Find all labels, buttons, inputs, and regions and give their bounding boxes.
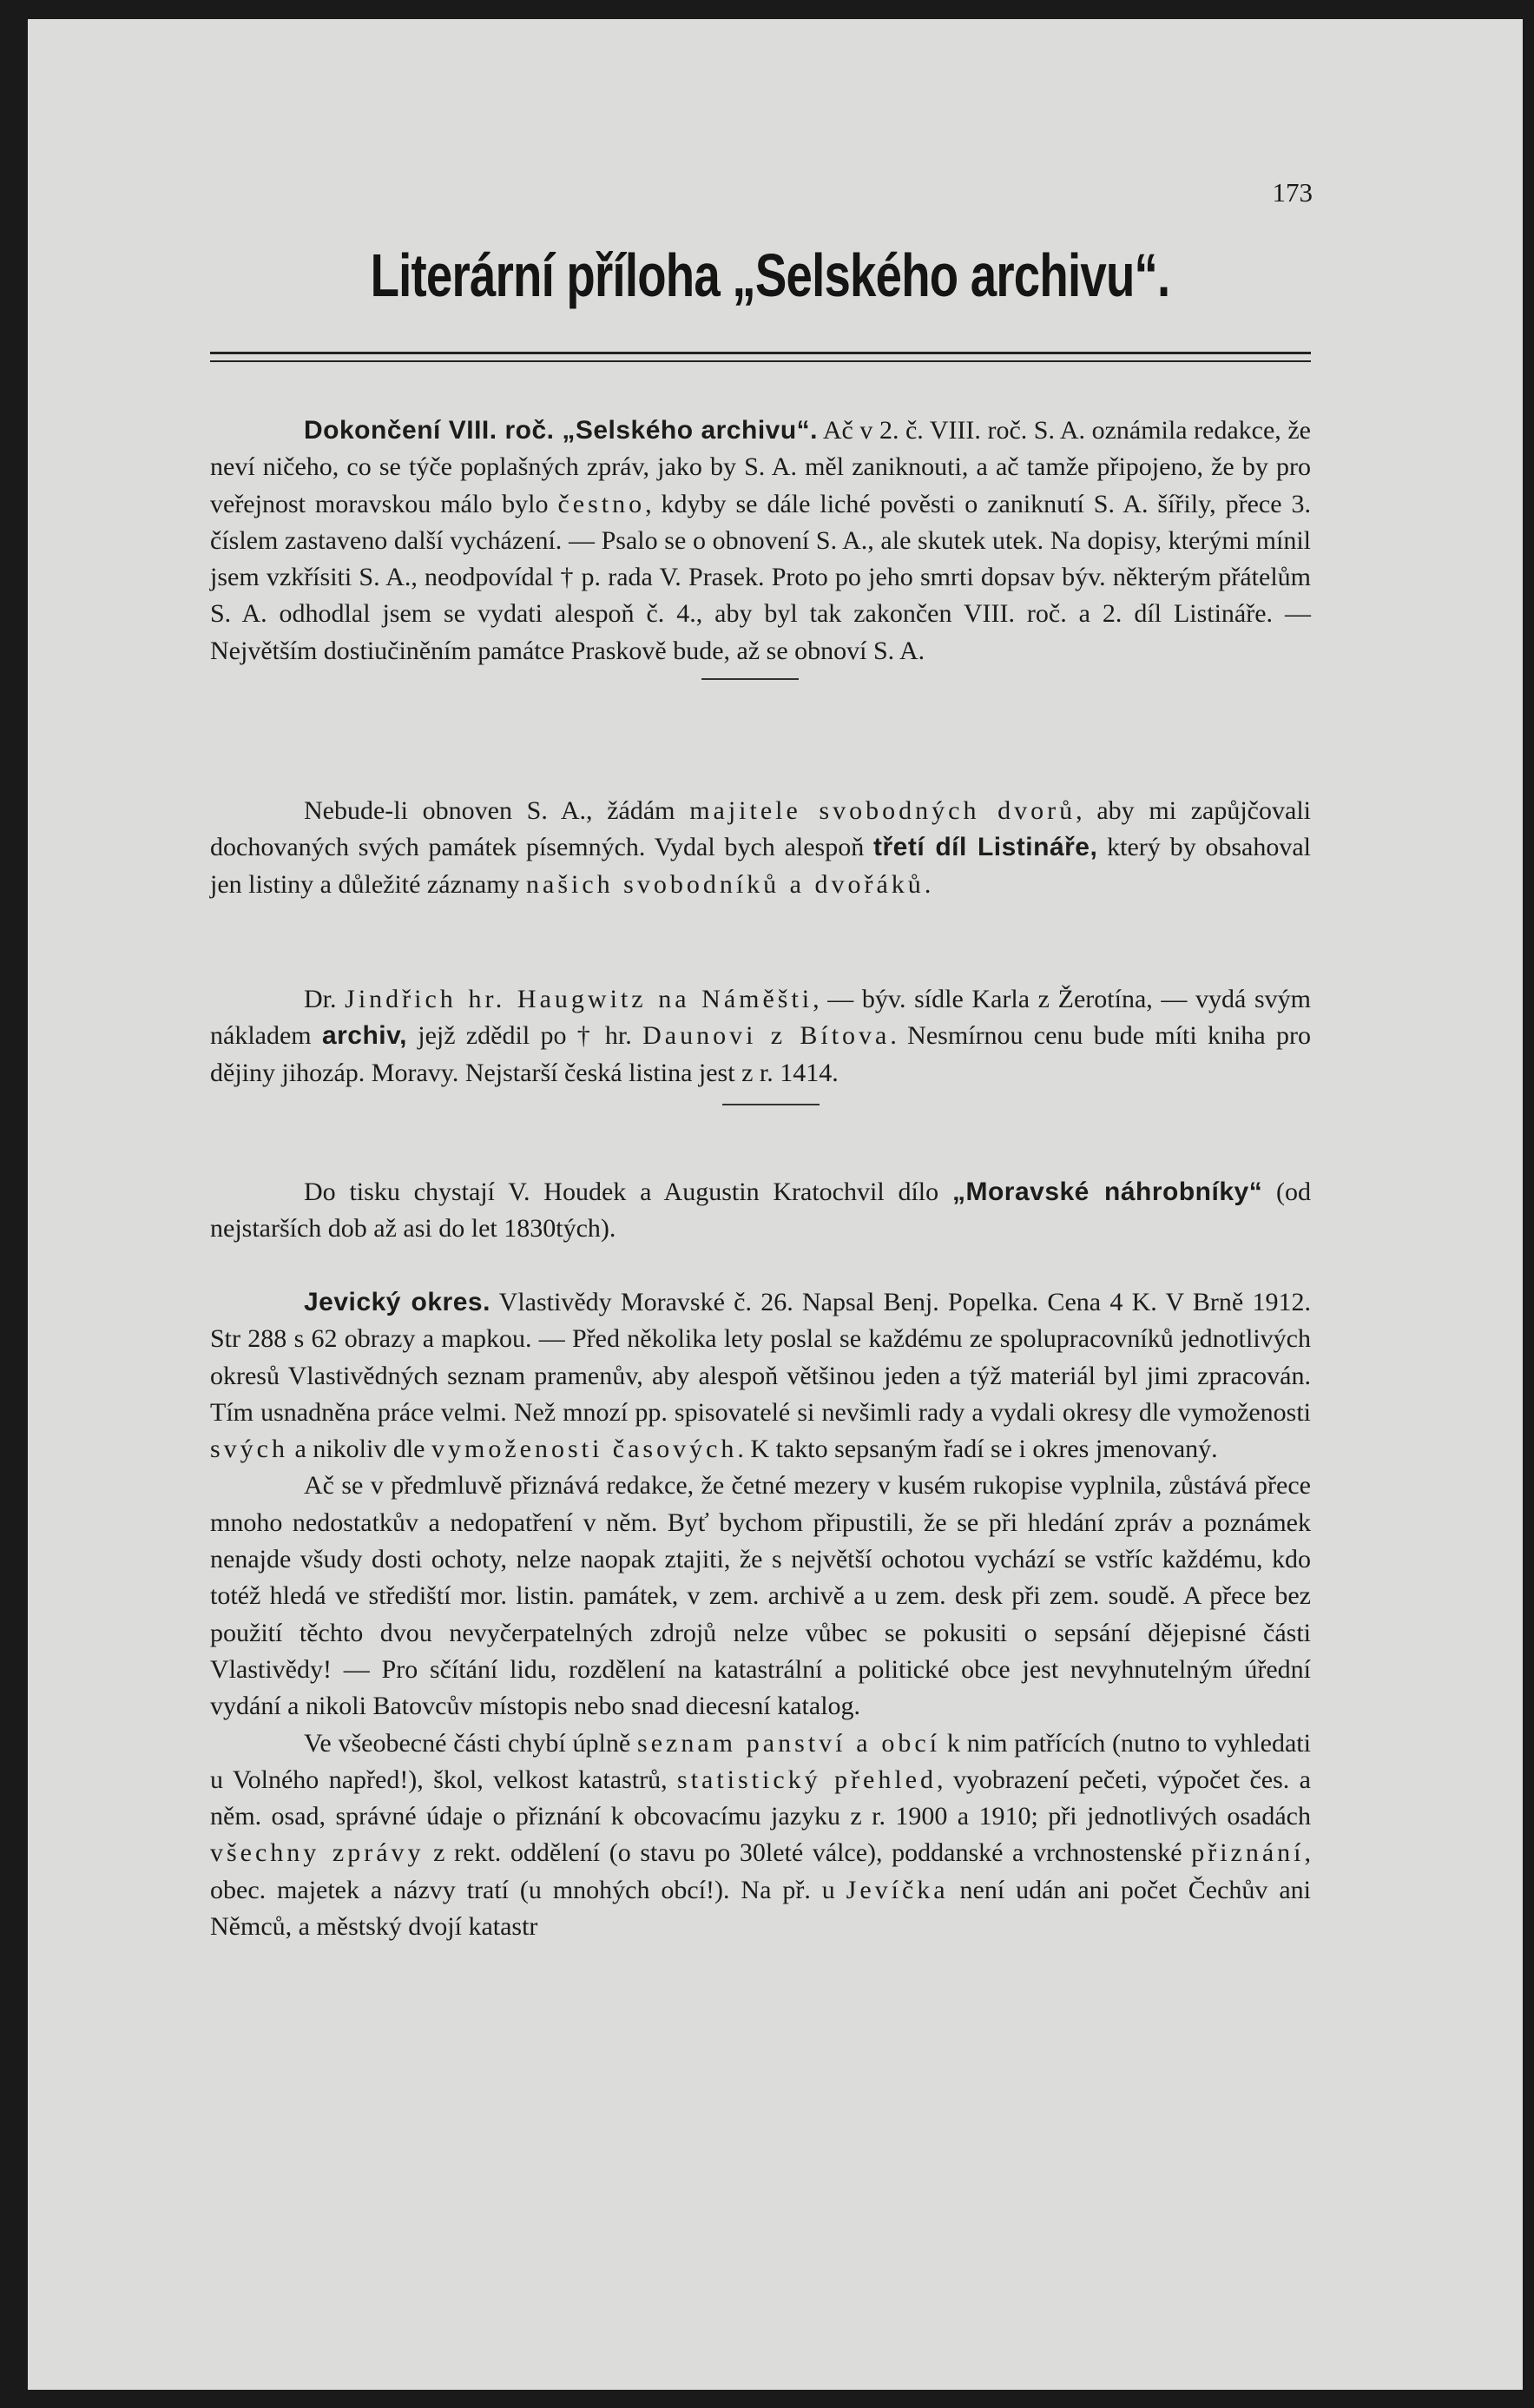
spaced-text: Daunovi z Bítova [642, 1021, 891, 1051]
spaced-text: našich svobodníků a dvořáků [526, 869, 925, 899]
page-number: 173 [1272, 177, 1313, 208]
title-rule [210, 360, 1311, 362]
text-run: Ač v 2. č. VIII. roč. S. A. oznámila redakce, že neví ničeho, co se týče poplašných zpráv, jako by S. A. měl zaniknouti, a ač tamže připojeno, že by pro veřejnost moravskou málo bylo [210, 416, 1311, 518]
lead-heading: „Moravské náhrobníky“ [951, 1178, 1263, 1206]
spaced-text: přiznání [1191, 1838, 1305, 1868]
paragraph [210, 1725, 1311, 1946]
spaced-text: statistický přehled [677, 1765, 938, 1794]
text-run: , vyobrazení pečeti, výpočet čes. a něm. osad, správné údaje o přiznání k obcovacímu jazyku z r. 1900 a 1910; při jednotlivých osadách [210, 1765, 1311, 1831]
text-run: z rekt. oddělení (o stavu po 30leté válce), poddanské a vrchnostenské [424, 1838, 1192, 1868]
spaced-text: čestno [557, 489, 646, 518]
text-run: , kdyby se dále liché pověsti o zaniknutí S. A. šířily, přece 3. číslem zastaveno další vycházení. — Psalo se o obnovení S. A., ale skutek utek. Na dopisy, kterými mínil jsem vzkřísiti S. A., neodpovídal † p. rada V. Prasek. Proto po jeho smrti dopsav býv. některým přátelům S. A. odhodlal jsem se vydati alespoň č. 4., aby byl tak zakončen VIII. roč. a 2. díl Listináře. — Největším dostiučiněním památce Praskově bude, až se obnoví S. A. [210, 489, 1311, 665]
text-run: Dr. [304, 985, 346, 1013]
paragraph [210, 1174, 1311, 1248]
spaced-text: majitele svobodných dvorů [689, 796, 1076, 825]
spaced-text: seznam panství a obcí [637, 1728, 941, 1758]
lead-heading: třetí díl Listináře, [873, 833, 1098, 862]
text-run: . Nesmírnou cenu bude míti kniha pro dějiny jihozáp. Moravy. Nejstarší česká listina jest z r. 1414. [210, 1021, 1311, 1087]
text-run: a nikoliv dle [288, 1435, 431, 1464]
section-listinar [210, 793, 1311, 903]
lead-heading: Dokončení VIII. roč. „Selského archivu“. [304, 416, 818, 445]
text-run: Ve všeobecné části chybí úplně [304, 1728, 638, 1758]
spaced-text: vymoženosti časových [431, 1435, 738, 1464]
lead-heading: Jevický okres. [304, 1288, 490, 1316]
page-sheet [28, 19, 1523, 2390]
paragraph: Ač se v předmluvě přiznává redakce, že četné mezery v kusém rukopise vyplnila, zůstává přece mnoho nedostatkův a nedopatření v něm. Byť bychom připustili, že se při hledání zpráv a poznámek nenajde všudy dosti ochoty, nelze naopak ztajiti, že s největší ochotou vychází se vstříc každému, kdo totéž hledá ve střediští mor. listin. památek, v zem. archivě a u zem. desk při zem. soudě. A přece bez použití těchto dvou nevyčerpatelných zdrojů nelze vůbec se pokusiti o sepsání dějepisné části Vlastivědy! — Pro sčítání lidu, rozdělení na katastrální a politické obce jest nevyhnutelným úřední vydání a nikoli Batovcův místopis nebo snad diecesní katalog. [210, 1471, 1311, 1721]
text-run: jejž zdědil po † hr. [406, 1021, 643, 1051]
section-haugwitz [210, 981, 1311, 1105]
text-run: . K takto sepsaným řadí se i okres jmenovaný. [737, 1435, 1218, 1464]
text-run: který by obsahoval jen listiny a důležité záznamy [210, 833, 1311, 899]
paragraph [210, 793, 1311, 903]
spaced-text: všechny zprávy [210, 1838, 425, 1868]
text-run: , — býv. sídle Karla z Žerotína, — vydá svým nákladem [210, 985, 1312, 1051]
text-run: , obec. majetek a názvy tratí (u mnohých obcí!). Na př. u [210, 1838, 1311, 1904]
text-run: , aby mi zapůjčovali dochovaných svých památek písemných. Vydal bych alespoň [210, 796, 1311, 862]
section-nahrobniky [210, 1174, 1311, 1248]
spaced-text: Jevíčka [846, 1875, 949, 1904]
paragraph [210, 412, 1311, 670]
paragraph [210, 981, 1311, 1092]
text-run: k nim patřících (nutno to vyhledati u Volného napřed!), škol, velkost katastrů, [210, 1728, 1311, 1794]
paragraph [210, 1284, 1311, 1468]
spaced-text: svých [210, 1435, 288, 1464]
section-jevicky-okres [210, 1284, 1311, 1945]
lead-heading: archiv, [321, 1021, 407, 1051]
spaced-text: Jindřich hr. Haugwitz na Náměšti [345, 985, 813, 1013]
text-run: (od nejstarších dob až asi do let 1830tých). [210, 1178, 1312, 1244]
text-run: Nebude-li obnoven S. A., žádám [304, 796, 690, 825]
text-run: Vlastivědy Moravské č. 26. Napsal Benj. Popelka. Cena 4 K. V Brně 1912. Str 288 s 62 obrazy a mapkou. — Před několika lety poslal se každému ze spolupracovníků jednotlivých okresů Vlastivědných seznam pramenův, aby alespoň většinou jeden a týž materiál byl jimi zpracován. Tím usnadněna práce velmi. Než mnozí pp. spisovatelé si nevšimli rady a vydali okresy dle vymoženosti [210, 1288, 1311, 1427]
section-separator [701, 678, 799, 680]
page-title: Literární příloha „Selského archivu“. [370, 241, 1170, 309]
section-dokonceni [210, 412, 1311, 680]
title-rule [210, 352, 1311, 354]
text-run: Do tisku chystají V. Houdek a Augustin Kratochvil dílo [304, 1178, 952, 1206]
section-separator [722, 1104, 820, 1105]
text-run: . [924, 869, 932, 899]
text-run: není udán ani počet Čechův ani Němců, a městský dvojí katastr [210, 1875, 1311, 1942]
